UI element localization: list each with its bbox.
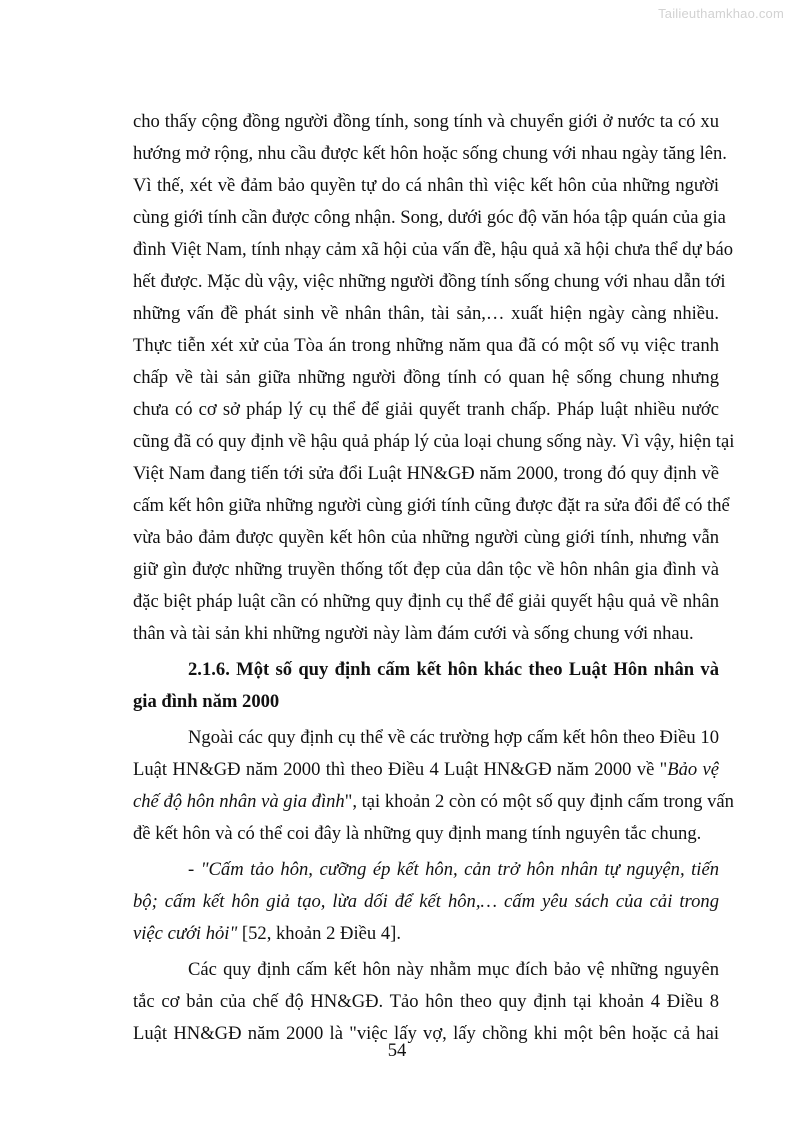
heading-line: gia đình năm 2000 [133,691,280,712]
text-line: những vấn đề phát sinh về nhân thân, tài sản,… xuất hiện ngày càng nhiều. [133,303,719,324]
text-line: Việt Nam đang tiến tới sửa đổi Luật HN&GĐ năm 2000, trong đó quy định về [133,463,719,484]
text-line: hướng mở rộng, nhu cầu được kết hôn hoặc sống chung với nhau ngày tăng lên. [133,143,727,164]
text-line: Các quy định cấm kết hôn này nhằm mục đích bảo vệ những nguyên [188,959,719,980]
paragraph-3 [133,954,719,1050]
text-line: chế độ hôn nhân và gia đình", tại khoản 2 còn có một số quy định cấm trong vấn [133,791,734,812]
page-number: 54 [387,1040,407,1061]
text-line: cũng đã có quy định về hậu quả pháp lý của loại chung sống này. Vì vậy, hiện tại [133,431,735,452]
paragraph-2 [133,722,734,850]
document-body [133,106,735,1050]
text-line: thân và tài sản khi những người này làm đám cưới và sống chung với nhau. [133,623,694,644]
text-line: cấm kết hôn giữa những người cùng giới tính cũng được đặt ra sửa đổi để có thể [133,495,730,516]
text-line: đặc biệt pháp luật cần có những quy định cụ thể để giải quyết hậu quả về nhân [133,591,719,612]
text-line: cùng giới tính cần được công nhận. Song, dưới góc độ văn hóa tập quán của gia [133,207,726,228]
text-line: chưa có cơ sở pháp lý cụ thể để giải quyết tranh chấp. Pháp luật nhiều nước [133,399,719,420]
quote-line: việc cưới hỏi" [52, khoản 2 Điều 4]. [133,923,401,944]
text-line: Ngoài các quy định cụ thể về các trường hợp cấm kết hôn theo Điều 10 [188,727,719,748]
text-line: cho thấy cộng đồng người đồng tính, song tính và chuyển giới ở nước ta có xu [133,111,719,132]
text-line: đề kết hôn và có thể coi đây là những quy định mang tính nguyên tắc chung. [133,823,702,844]
text-line: hết được. Mặc dù vậy, việc những người đồng tính sống chung với nhau dẫn tới [133,271,726,292]
section-heading [133,654,719,718]
text-line: Luật HN&GĐ năm 2000 thì theo Điều 4 Luật HN&GĐ năm 2000 về "Bảo vệ [133,759,720,780]
text-line: chấp về tài sản giữa những người đồng tính có quan hệ sống chung nhưng [133,367,719,388]
quotation [133,854,719,950]
quote-line: - "Cấm tảo hôn, cưỡng ép kết hôn, cản trở hôn nhân tự nguyện, tiến [188,859,719,880]
paragraph-1 [133,106,735,650]
text-line: đình Việt Nam, tính nhạy cảm xã hội của vấn đề, hậu quả xã hội chưa thể dự báo [133,239,734,260]
text-line: Vì thế, xét về đảm bảo quyền tự do cá nhân thì việc kết hôn của những người [133,175,719,196]
text-line: giữ gìn được những truyền thống tốt đẹp của dân tộc về hôn nhân gia đình và [133,559,719,580]
quote-line: bộ; cấm kết hôn giả tạo, lừa dối để kết hôn,… cấm yêu sách của cải trong [133,891,719,912]
text-line: vừa bảo đảm được quyền kết hôn của những người cùng giới tính, nhưng vẫn [133,527,719,548]
text-line: Luật HN&GĐ năm 2000 là "việc lấy vợ, lấy chồng khi một bên hoặc cả hai [133,1023,719,1044]
heading-line: 2.1.6. Một số quy định cấm kết hôn khác theo Luật Hôn nhân và [188,659,719,680]
watermark: Tailieuthamkhao.com [658,6,784,21]
text-line: Thực tiễn xét xử của Tòa án trong những năm qua đã có một số vụ việc tranh [133,335,719,356]
text-line: tắc cơ bản của chế độ HN&GĐ. Tảo hôn theo quy định tại khoản 4 Điều 8 [133,991,719,1012]
